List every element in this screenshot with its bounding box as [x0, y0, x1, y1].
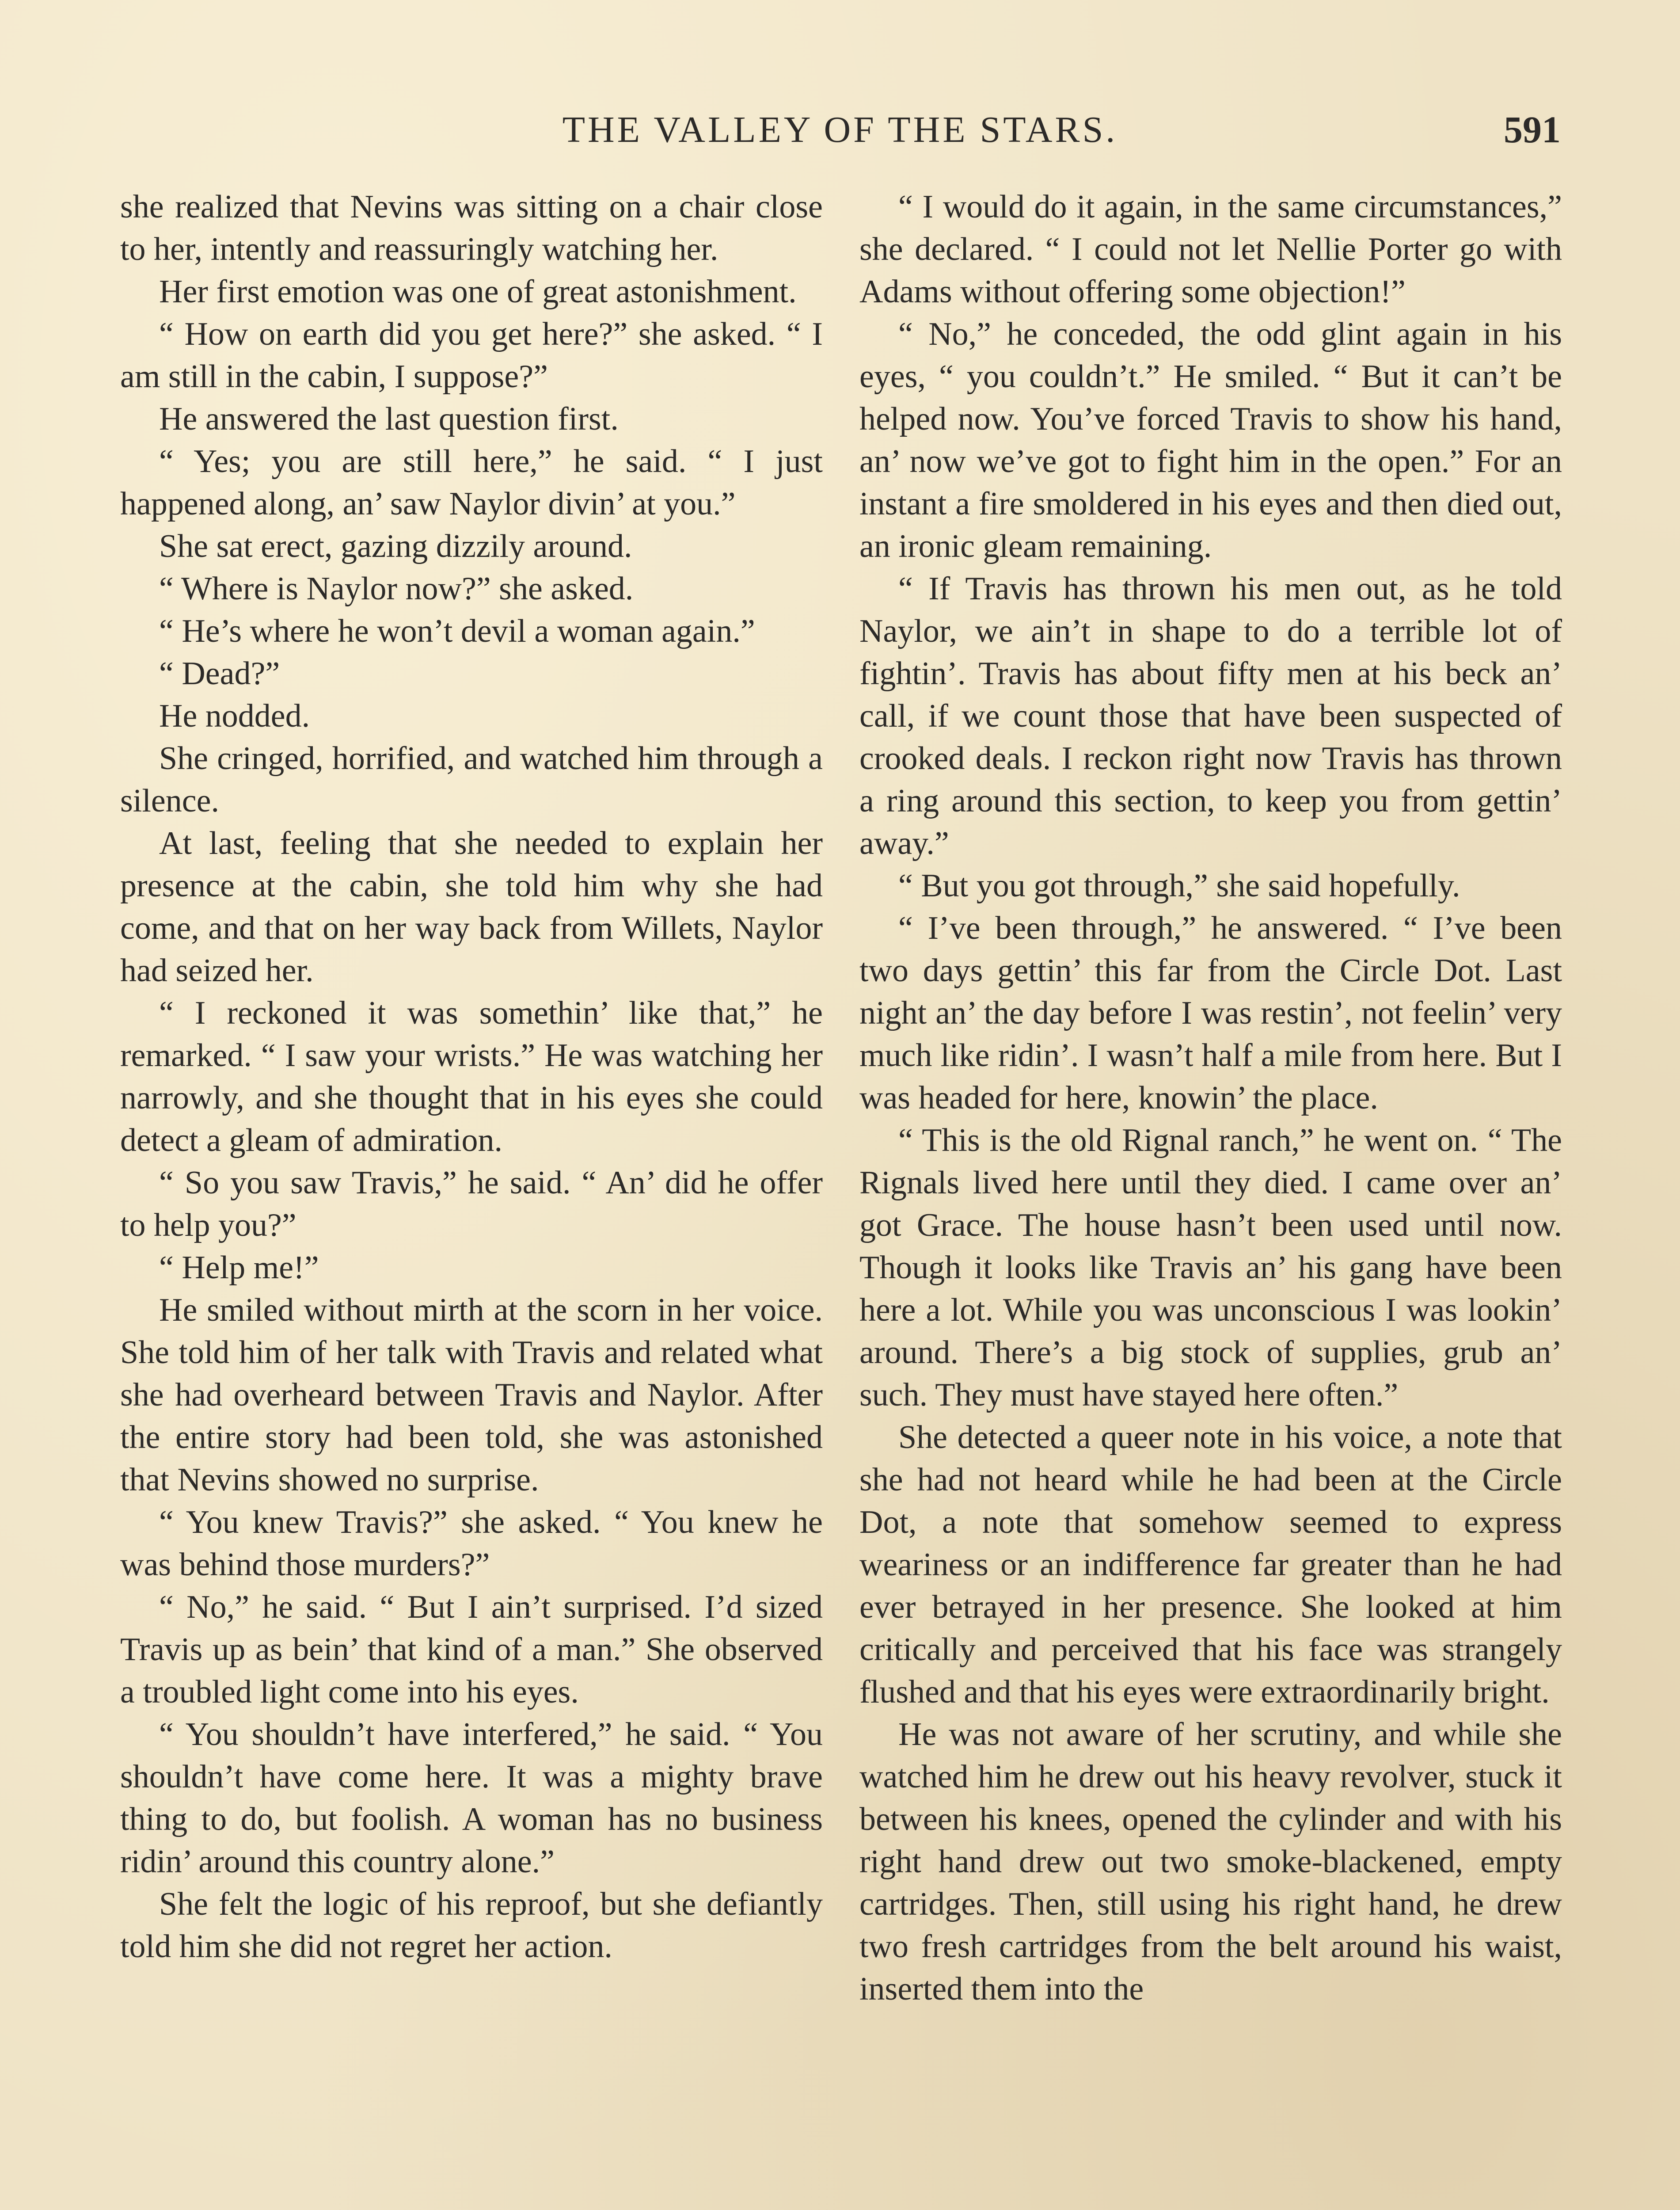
right-text-column	[859, 186, 1562, 2210]
paragraph: “ But you got through,” she said hopefully.	[898, 868, 1460, 904]
paragraph: “ You shouldn’t have interfered,” he said. “ You shouldn’t have come here. It was a mighty brave thing to do, but foolish. A woman has no business ridin’ around this country alone.”	[120, 1716, 823, 1880]
paragraph: He nodded.	[159, 698, 310, 734]
running-title: THE VALLEY OF THE STARS.	[562, 109, 1118, 150]
paragraph: “ Help me!”	[159, 1250, 319, 1286]
paragraph: “ I would do it again, in the same circumstances,” she declared. “ I could not let Nellie Porter go with Adams without offering some objection!”	[859, 189, 1562, 310]
paragraph: “ So you saw Travis,” he said. “ An’ did he offer to help you?”	[120, 1165, 823, 1243]
paragraph: “ You knew Travis?” she asked. “ You knew he was behind those murders?”	[120, 1504, 823, 1583]
paragraph: She detected a queer note in his voice, a note that she had not heard while he had been at the Circle Dot, a note that somehow seemed to express weariness or an indifference far greater than he had ever betrayed in her presence. She looked at him critically and perceived that his face was strangely flushed and that his eyes were extraordinarily bright.	[859, 1419, 1562, 1710]
page-number: 591	[1504, 108, 1561, 151]
paragraph: “ This is the old Rignal ranch,” he went on. “ The Rignals lived here until they died. I came over an’ got Grace. The house hasn’t been used until now. Though it looks like Travis an’ his gang have been here a lot. While you was unconscious I was lookin’ around. There’s a big stock of supplies, grub an’ such. They must have stayed here often.”	[859, 1122, 1562, 1413]
paragraph: He answered the last question first.	[159, 401, 619, 437]
paragraph: At last, feeling that she needed to explain her presence at the cabin, she told him why she had come, and that on her way back from Willets, Naylor had seized her.	[120, 825, 823, 989]
paragraph: “ Yes; you are still here,” he said. “ I just happened along, an’ saw Naylor divin’ at you.”	[120, 443, 823, 522]
paragraph: He was not aware of her scrutiny, and while she watched him he drew out his heavy revolver, stuck it between his knees, opened the cylinder and with his right hand drew out two smoke-blackened, empty cartridges. Then, still using his right hand, he drew two fresh cartridges from the belt around his waist, inserted them into the	[859, 1716, 1562, 2007]
left-text-column	[120, 186, 823, 2210]
paragraph: She felt the logic of his reproof, but she defiantly told him she did not regret her action.	[120, 1886, 823, 1965]
paragraph: She cringed, horrified, and watched him through a silence.	[120, 740, 823, 819]
paragraph: She sat erect, gazing dizzily around.	[159, 528, 632, 564]
paragraph: “ No,” he said. “ But I ain’t surprised. I’d sized Travis up as bein’ that kind of a man.” She observed a troubled light come into his eyes.	[120, 1589, 823, 1710]
paragraph: “ Where is Naylor now?” she asked.	[159, 571, 634, 607]
paragraph: “ Dead?”	[159, 655, 280, 692]
paragraph: “ No,” he conceded, the odd glint again in his eyes, “ you couldn’t.” He smiled. “ But it can’t be helped now. You’ve forced Travis to show his hand, an’ now we’ve got to fight him in the open.” For an instant a fire smoldered in his eyes and then died out, an ironic gleam remaining.	[859, 316, 1562, 564]
paragraph: “ I reckoned it was somethin’ like that,” he remarked. “ I saw your wrists.” He was watching her narrowly, and she thought that in his eyes she could detect a gleam of admiration.	[120, 995, 823, 1158]
paragraph: “ He’s where he won’t devil a woman again.”	[159, 613, 755, 649]
paragraph: “ I’ve been through,” he answered. “ I’ve been two days gettin’ this far from the Circle Dot. Last night an’ the day before I was restin’, not feelin’ very much like ridin’. I wasn’t half a mile from here. But I was headed for here, knowin’ the place.	[859, 910, 1562, 1116]
paragraph: she realized that Nevins was sitting on a chair close to her, intently and reassuringly watching her.	[120, 189, 823, 267]
paragraph: Her first emotion was one of great astonishment.	[159, 274, 797, 310]
paragraph: “ How on earth did you get here?” she asked. “ I am still in the cabin, I suppose?”	[120, 316, 823, 395]
paragraph: He smiled without mirth at the scorn in her voice. She told him of her talk with Travis and related what she had overheard between Travis and Naylor. After the entire story had been told, she was astonished that Nevins showed no surprise.	[120, 1292, 823, 1498]
paragraph: “ If Travis has thrown his men out, as he told Naylor, we ain’t in shape to do a terrible lot of fightin’. Travis has about fifty men at his beck an’ call, if we count those that have been suspected of crooked deals. I reckon right now Travis has thrown a ring around this section, to keep you from gettin’ away.”	[859, 571, 1562, 861]
page-header	[119, 99, 1561, 152]
